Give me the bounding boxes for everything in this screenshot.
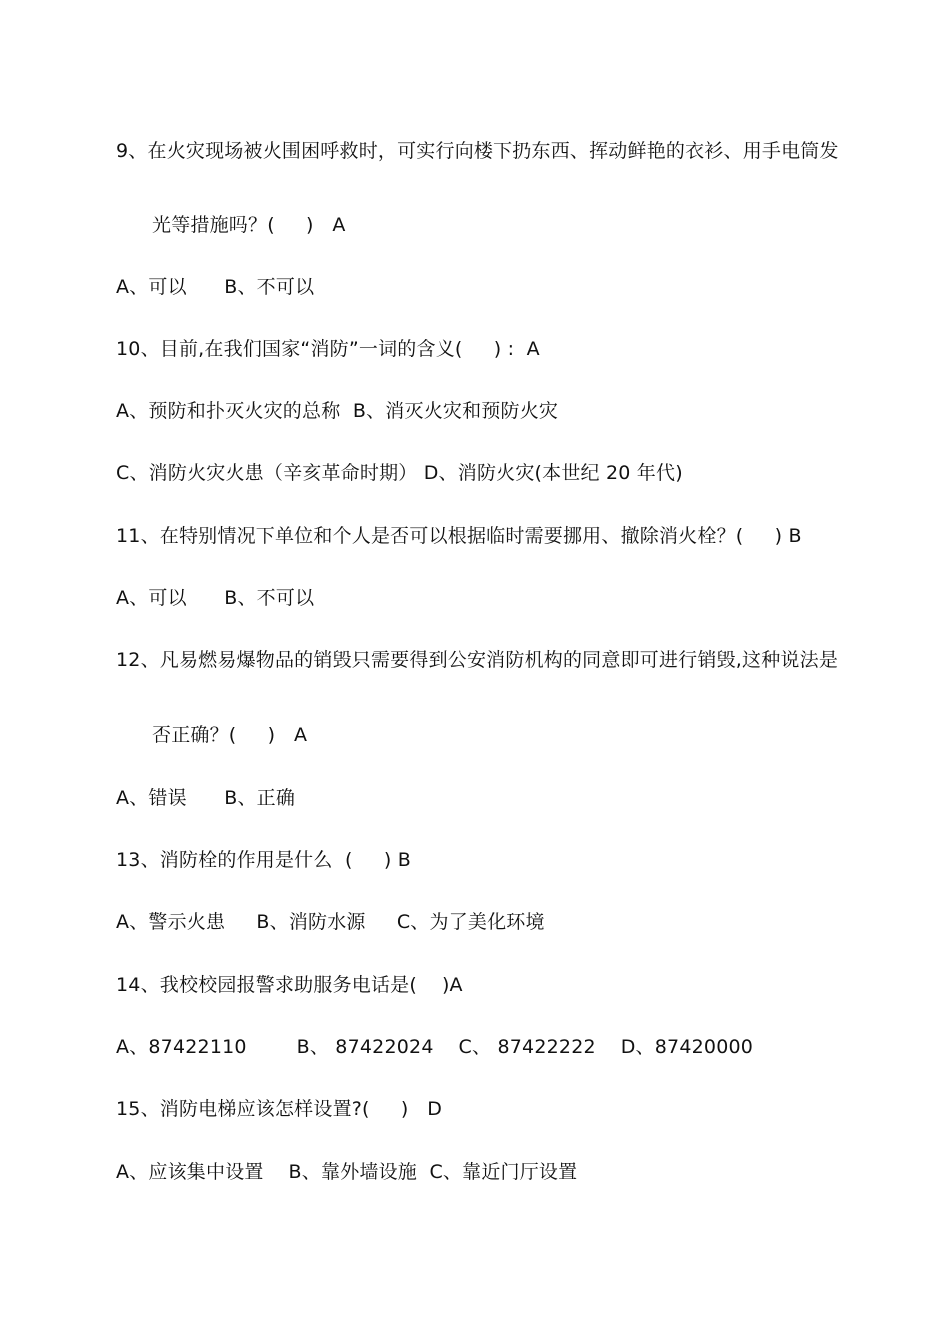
- question-10-text: 10、目前,在我们国家“消防”一词的含义( ) : A: [116, 338, 540, 360]
- question-14-options: A、87422110 B、 87422024 C、 87422222 D、87420000: [116, 1036, 754, 1058]
- question-12-text-continued: 否正确？( ) A: [152, 724, 308, 746]
- question-15-text: 15、消防电梯应该怎样设置?( ) D: [116, 1098, 443, 1120]
- question-14-text: 14、我校校园报警求助服务电话是( )A: [116, 974, 463, 996]
- question-9-text-continued: 光等措施吗？( ) A: [152, 214, 346, 236]
- question-9-text: 9、在火灾现场被火围困呼救时，可实行向楼下扔东西、挥动鲜艳的衣衫、用手电筒发: [116, 140, 839, 162]
- question-15-options: A、应该集中设置 B、靠外墙设施 C、靠近门厅设置: [116, 1161, 578, 1183]
- question-13-options: A、警示火患 B、消防水源 C、为了美化环境: [116, 911, 545, 933]
- question-10-options-ab: A、预防和扑灭火灾的总称 B、消灭火灾和预防火灾: [116, 400, 559, 422]
- question-11-options: A、可以 B、不可以: [116, 587, 315, 609]
- question-12-options: A、错误 B、正确: [116, 787, 296, 809]
- question-12-text: 12、凡易燃易爆物品的销毁只需要得到公安消防机构的同意即可进行销毁,这种说法是: [116, 649, 839, 671]
- question-13-text: 13、消防栓的作用是什么 ( ) B: [116, 849, 411, 871]
- question-9-options: A、可以 B、不可以: [116, 276, 315, 298]
- question-11-text: 11、在特别情况下单位和个人是否可以根据临时需要挪用、撤除消火栓？( ) B: [116, 525, 802, 547]
- question-10-options-cd: C、消防火灾火患（辛亥革命时期） D、消防火灾(本世纪 20 年代): [116, 462, 683, 484]
